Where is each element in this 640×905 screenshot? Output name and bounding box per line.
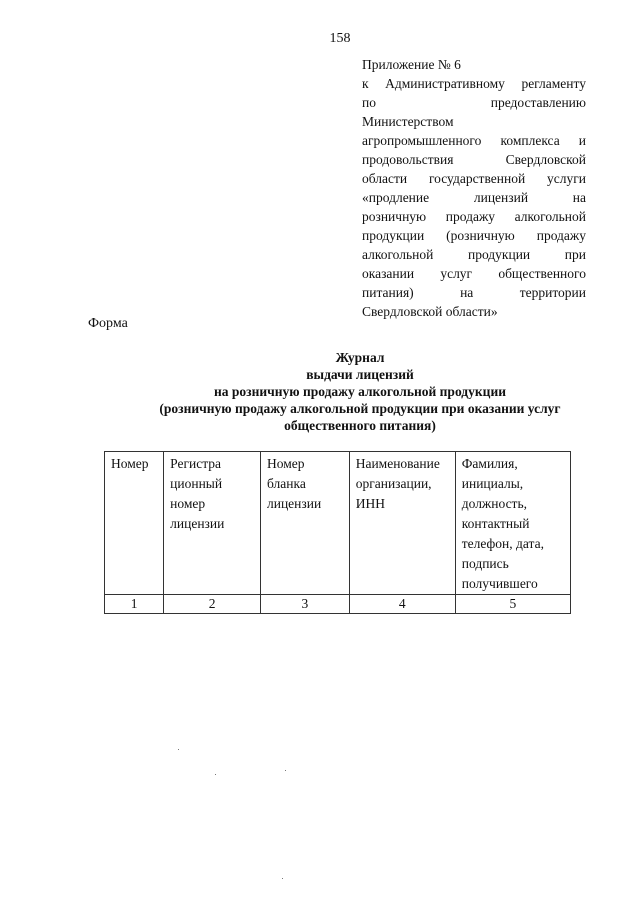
title-line: (розничную продажу алкогольной продукции при оказании услуг [159, 401, 561, 416]
title-line: Журнал [335, 350, 385, 365]
form-label: Форма [88, 316, 128, 331]
appendix-line: области государственной услуги [362, 171, 586, 186]
column-number: 4 [349, 595, 455, 614]
appendix-line: к Административному регламенту [362, 76, 586, 91]
appendix-line: продовольствия Свердловской [362, 152, 586, 167]
appendix-line: Свердловской области» [362, 304, 498, 319]
title-line: на розничную продажу алкогольной продукции [213, 384, 506, 399]
appendix-line: по предоставлению [362, 95, 586, 110]
appendix-line: Министерством [362, 114, 454, 129]
header-cell-registration-number: Регистра ционный номер лицензии [164, 452, 261, 595]
title-line: общественного питания) [284, 418, 436, 433]
scan-speck [285, 770, 286, 771]
appendix-line: Приложение № 6 [362, 57, 461, 72]
table-numbering-row [105, 595, 571, 614]
column-number: 5 [455, 595, 570, 614]
scan-speck [215, 774, 216, 775]
column-number: 2 [164, 595, 261, 614]
appendix-line: агропромышленного комплекса и [362, 133, 586, 148]
title-line: выдачи лицензий [306, 367, 414, 382]
scan-speck [282, 878, 283, 879]
header-cell-number: Номер [105, 452, 164, 595]
header-cell-blank-number: Номер бланка лицензии [261, 452, 350, 595]
table-header-row [105, 452, 571, 595]
header-cell-organization: Наименование организации, ИНН [349, 452, 455, 595]
journal-title [80, 349, 640, 434]
appendix-line: оказании услуг общественного [362, 266, 586, 281]
appendix-line: розничную продажу алкогольной [362, 209, 586, 224]
appendix-line: «продление лицензий на [362, 190, 586, 205]
column-number: 3 [261, 595, 350, 614]
journal-table [104, 451, 571, 614]
header-cell-recipient: Фамилия, инициалы, должность, контактный телефон, дата, подпись получившего [455, 452, 570, 595]
page-number: 158 [329, 31, 351, 46]
appendix-line: алкогольной продукции при [362, 247, 586, 262]
scan-speck [178, 749, 179, 750]
appendix-line: питания) на территории [362, 285, 586, 300]
column-number: 1 [105, 595, 164, 614]
appendix-header [362, 55, 586, 321]
appendix-line: продукции (розничную продажу [362, 228, 586, 243]
